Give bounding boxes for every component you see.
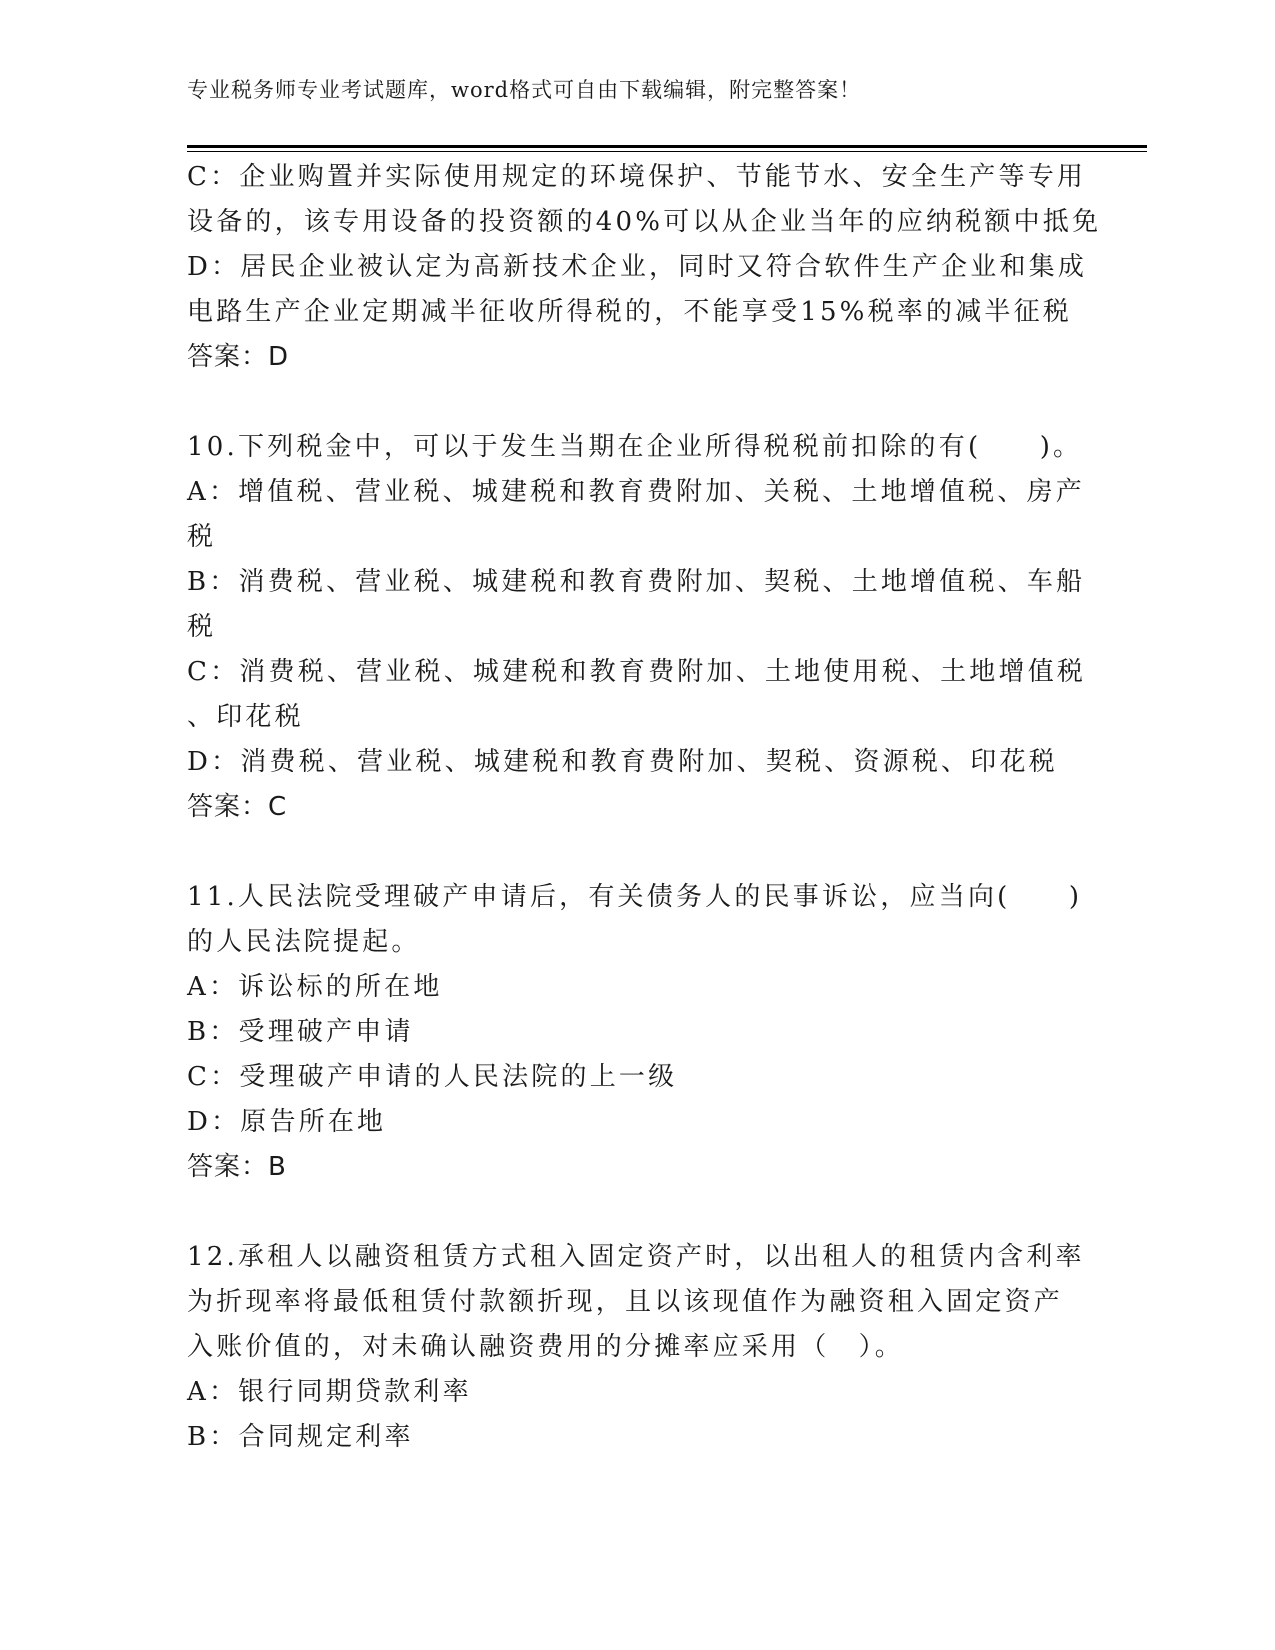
option-line: A：增值税、营业税、城建税和教育费附加、关税、土地增值税、房产 xyxy=(187,477,1085,507)
spacer xyxy=(187,830,1087,875)
option-line: A：银行同期贷款利率 xyxy=(187,1377,472,1407)
answer-line: 答案：B xyxy=(187,1152,287,1182)
answer-line: 答案：D xyxy=(187,342,290,372)
question-block xyxy=(187,875,1087,1190)
question-stem: 11.人民法院受理破产申请后，有关债务人的民事诉讼，应当向( ) xyxy=(187,882,1083,912)
option-line: 电路生产企业定期减半征收所得税的，不能享受15%税率的减半征税 xyxy=(187,297,1072,327)
option-line: 设备的，该专用设备的投资额的40%可以从企业当年的应纳税额中抵免 xyxy=(187,207,1102,237)
option-line: D：居民企业被认定为高新技术企业，同时又符合软件生产企业和集成 xyxy=(187,252,1088,282)
option-line: B：消费税、营业税、城建税和教育费附加、契税、土地增值税、车船 xyxy=(187,567,1086,597)
option-line: 税 xyxy=(187,522,217,552)
header-rule-thick xyxy=(187,145,1147,148)
option-line: 税 xyxy=(187,612,217,642)
question-block xyxy=(187,425,1087,830)
question-stem: 10.下列税金中，可以于发生当期在企业所得税税前扣除的有( )。 xyxy=(187,432,1083,462)
question-stem: 12.承租人以融资租赁方式租入固定资产时，以出租人的租赁内含利率 xyxy=(187,1242,1085,1272)
option-line: D：原告所在地 xyxy=(187,1107,387,1137)
option-line: D：消费税、营业税、城建税和教育费附加、契税、资源税、印花税 xyxy=(187,747,1058,777)
question-stem: 的人民法院提起。 xyxy=(187,927,421,957)
answer-line: 答案：C xyxy=(187,792,288,822)
question-block xyxy=(187,155,1102,380)
spacer xyxy=(187,380,1087,425)
question-stem: 入账价值的，对未确认融资费用的分摊率应采用（ ）。 xyxy=(187,1332,905,1362)
option-line: 、印花税 xyxy=(187,702,304,732)
option-line: B：合同规定利率 xyxy=(187,1422,414,1452)
question-block xyxy=(187,1235,1087,1460)
page-header: 专业税务师专业考试题库，word格式可自由下载编辑，附完整答案！ xyxy=(187,78,862,102)
option-line: C：消费税、营业税、城建税和教育费附加、土地使用税、土地增值税 xyxy=(187,657,1087,687)
question-stem: 为折现率将最低租赁付款额折现，且以该现值作为融资租入固定资产 xyxy=(187,1287,1064,1317)
header-rule-thin xyxy=(187,151,1147,152)
spacer xyxy=(187,1190,1087,1235)
option-line: A：诉讼标的所在地 xyxy=(187,972,443,1002)
option-line: C：受理破产申请的人民法院的上一级 xyxy=(187,1062,678,1092)
option-line: B：受理破产申请 xyxy=(187,1017,414,1047)
question-content xyxy=(187,155,1102,1460)
option-line: C：企业购置并实际使用规定的环境保护、节能节水、安全生产等专用 xyxy=(187,162,1087,192)
